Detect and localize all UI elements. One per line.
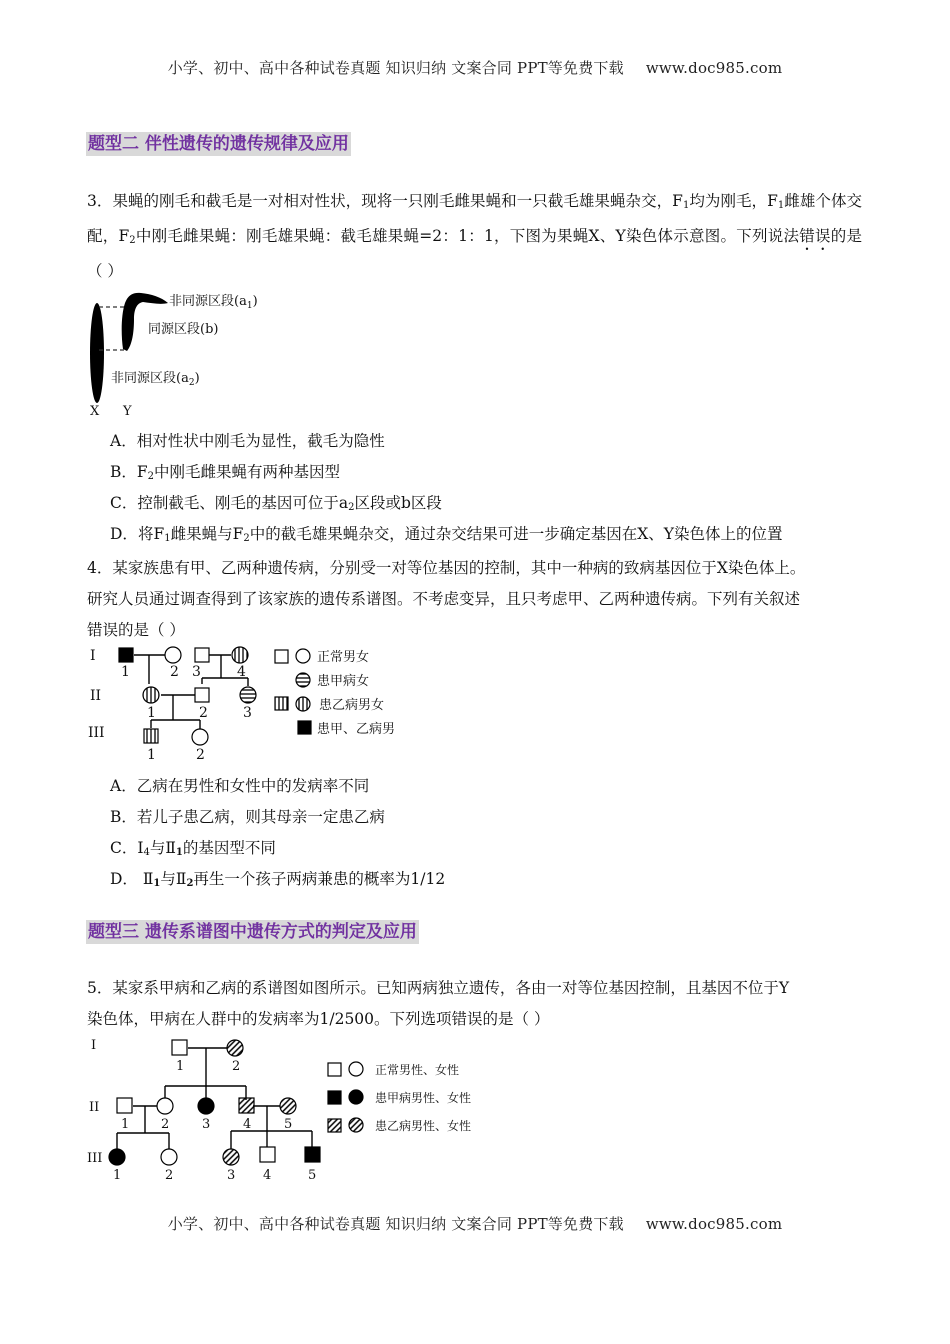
- svg-text:2: 2: [170, 664, 179, 680]
- section-title-2: 题型二 伴性遗传的遗传规律及应用: [88, 134, 349, 154]
- iii3-yi-female-icon: [223, 1149, 239, 1165]
- i1-affected-both-male-icon: [119, 648, 133, 662]
- i2-yi-female-icon: [227, 1040, 243, 1056]
- svg-text:3: 3: [243, 705, 252, 721]
- svg-text:I: I: [91, 1038, 97, 1053]
- i3-normal-male-icon: [195, 648, 209, 662]
- svg-text:5: 5: [284, 1117, 293, 1132]
- svg-text:1: 1: [113, 1168, 122, 1183]
- iii5-jia-male-icon: [305, 1147, 320, 1162]
- footer-url[interactable]: www.doc985.com: [645, 1215, 783, 1233]
- header-url[interactable]: www.doc985.com: [645, 59, 783, 77]
- question-5-stem: 5．某家系甲病和乙病的系谱图如图所示。已知两病独立遗传，各由一对等位基因控制，且基因不位于Y 染色体，甲病在人群中的发病率为1/2500。下列选项错误的是（ ）: [87, 979, 790, 1028]
- ii2-normal-female-icon: [157, 1098, 173, 1114]
- svg-text:4: 4: [263, 1168, 272, 1183]
- q4-option-d[interactable]: D． Ⅱ1与Ⅱ2再生一个孩子两病兼患的概率为1/12: [110, 870, 446, 889]
- section-title-3: 题型三 遗传系谱图中遗传方式的判定及应用: [88, 922, 417, 942]
- ii1-normal-male-icon: [117, 1098, 132, 1113]
- xy-chromosome-diagram: [85, 285, 305, 420]
- svg-text:2: 2: [196, 747, 205, 763]
- svg-text:2: 2: [199, 705, 208, 721]
- emphasis-wrong: 错误: [799, 227, 831, 245]
- svg-text:II: II: [90, 688, 102, 704]
- svg-text:3: 3: [202, 1117, 211, 1132]
- svg-text:患甲病男性、女性: 患甲病男性、女性: [375, 1091, 472, 1105]
- i4-yi-female-icon: [232, 647, 248, 663]
- svg-text:1: 1: [176, 1059, 185, 1074]
- svg-text:患甲、乙病男: 患甲、乙病男: [317, 722, 396, 737]
- q5-legend: [328, 1062, 471, 1133]
- question-4-stem: 4．某家族患有甲、乙两种遗传病，分别受一对等位基因的控制，其中一种病的致病基因位于X染色体上。 研究人员通过调查得到了该家族的遗传系谱图。不考虑变异，且只考虑甲、乙两种遗传病。下列有关叙述 错误的是（ ）: [87, 559, 806, 639]
- q3-option-a[interactable]: A．相对性状中刚毛为显性，截毛为隐性: [110, 432, 385, 450]
- ii4-yi-male-icon: [239, 1098, 254, 1113]
- label-a2: 非同源区段$(a_2)$: [111, 371, 200, 388]
- svg-text:I: I: [90, 648, 96, 664]
- svg-text:2: 2: [232, 1059, 241, 1074]
- svg-text:II: II: [89, 1100, 100, 1115]
- q3-option-d[interactable]: D．将$F_1$雌果蝇与$F_2$中的截毛雄果蝇杂交，通过杂交结果可进一步确定基因在X、Y染色体上的位置: [110, 525, 783, 544]
- svg-text:正常男女: 正常男女: [317, 650, 370, 665]
- q3-option-c[interactable]: C．控制截毛、刚毛的基因可位于$a_2$区段或b区段: [110, 494, 442, 513]
- question-3-stem: 3．果蝇的刚毛和截毛是一对相对性状，现将一只刚毛雌果蝇和一只截毛雄果蝇杂交，$F_1$均为刚毛，$F_1$雌雄个体交配，$F_2$中刚毛雌果蝇：刚毛雄果蝇：截毛雄果蝇=2：1：1，下图为果蝇X、Y染色体示意图。下列说法错误的是（ ）: [87, 192, 862, 280]
- q3-option-b[interactable]: B．$F_2$中刚毛雌果蝇有两种基因型: [110, 463, 341, 482]
- svg-text:1: 1: [147, 747, 156, 763]
- ii5-yi-female-icon: [280, 1098, 296, 1114]
- svg-text:1: 1: [121, 1117, 130, 1132]
- x-chromosome-icon: [90, 303, 104, 403]
- svg-text:4: 4: [243, 1117, 252, 1132]
- svg-text:患乙病男女: 患乙病男女: [319, 698, 385, 713]
- svg-text:正常男性、女性: 正常男性、女性: [375, 1063, 460, 1077]
- ii3-jia-female-icon: [198, 1098, 214, 1114]
- svg-text:患甲病女: 患甲病女: [317, 674, 370, 689]
- svg-text:III: III: [88, 725, 105, 741]
- q4-option-b[interactable]: B．若儿子患乙病，则其母亲一定患乙病: [110, 808, 385, 826]
- svg-text:5: 5: [308, 1168, 317, 1183]
- label-y: Y: [123, 404, 132, 419]
- q4-legend: [275, 649, 395, 737]
- svg-text:3: 3: [227, 1168, 236, 1183]
- svg-text:患乙病男性、女性: 患乙病男性、女性: [375, 1119, 472, 1133]
- ii2-normal-male-icon: [195, 688, 209, 702]
- ii1-yi-female-icon: [143, 687, 159, 703]
- label-a1: 非同源区段$(a_1)$: [169, 294, 258, 311]
- ii3-jia-female-icon: [240, 687, 256, 703]
- iii2-normal-female-icon: [192, 729, 208, 745]
- svg-text:3: 3: [192, 664, 201, 680]
- svg-text:2: 2: [161, 1117, 170, 1132]
- footer-text: 小学、初中、高中各种试卷真题 知识归纳 文案合同 PPT等免费下载: [167, 1215, 624, 1233]
- svg-text:1: 1: [121, 664, 130, 680]
- iii2-normal-female-icon: [161, 1149, 177, 1165]
- label-x: X: [90, 404, 100, 419]
- i1-normal-male-icon: [172, 1040, 187, 1055]
- svg-text:2: 2: [165, 1168, 174, 1183]
- svg-text:1: 1: [147, 705, 156, 721]
- svg-text:III: III: [87, 1151, 103, 1166]
- iii4-normal-male-icon: [260, 1147, 275, 1162]
- label-b: 同源区段(b): [148, 322, 219, 337]
- i2-normal-female-icon: [165, 647, 181, 663]
- q4-pedigree-chart: [85, 640, 425, 770]
- page-footer: [0, 1213, 950, 1234]
- q4-option-a[interactable]: A．乙病在男性和女性中的发病率不同: [110, 777, 370, 795]
- iii1-jia-female-icon: [109, 1149, 125, 1165]
- svg-text:4: 4: [237, 664, 246, 680]
- header-text: 小学、初中、高中各种试卷真题 知识归纳 文案合同 PPT等免费下载: [167, 59, 624, 77]
- q4-option-c[interactable]: C．$I_4$与Ⅱ1的基因型不同: [110, 839, 276, 858]
- q5-pedigree-chart: [85, 1035, 505, 1185]
- page-header: [0, 57, 950, 78]
- iii1-yi-male-icon: [144, 729, 158, 743]
